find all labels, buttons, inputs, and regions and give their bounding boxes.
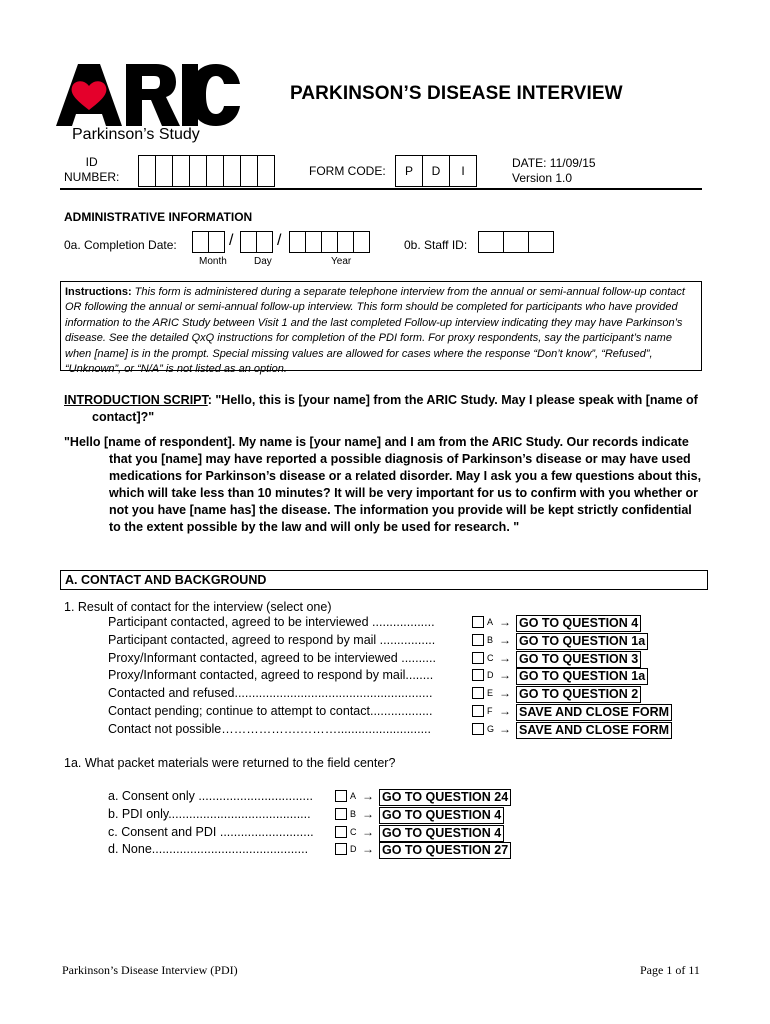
option-label: Participant contacted, agreed to be interviewed .................. [108, 615, 435, 629]
option-code-letter: D [487, 670, 494, 681]
option-label: d. None............................................. [108, 842, 309, 857]
option-code-letter: A [487, 617, 494, 627]
skip-instruction: SAVE AND CLOSE FORM [516, 722, 672, 739]
header-divider [60, 188, 702, 190]
completion-date-label: 0a. Completion Date: [64, 238, 177, 252]
month-caption: Month [199, 256, 227, 267]
day-input[interactable] [240, 231, 272, 253]
skip-arrow-icon: → [499, 721, 511, 736]
year-digit-box[interactable] [305, 231, 322, 253]
form-date: DATE: 11/09/15 [512, 156, 596, 170]
id-number-label: ID NUMBER: [64, 155, 120, 184]
skip-arrow-icon: → [362, 806, 374, 821]
option-checkbox[interactable] [472, 687, 484, 699]
intro-paragraph: "Hello [name of respondent]. My name is [your name] and I am from the ARIC Study. Our records indicate that you [name] may have reported a possible diagnosis of Parkinson’s disease or may have used medications for Parkinson’s disease or a related disorder. May I ask you a few questions about this, which will take less than 10 minutes? It will be very important for us to confirm with you whether or not you have [name has] the disease. The information you provide will be kept strictly confidential to the extent possible by the law and will only be used for research. " [64, 435, 702, 534]
option-checkbox[interactable] [335, 826, 347, 838]
option-code-letter: C [487, 652, 494, 663]
footer-form-name: Parkinson’s Disease Interview (PDI) [62, 963, 238, 977]
option-checkbox[interactable] [335, 843, 347, 855]
year-digit-box[interactable] [337, 231, 354, 253]
skip-arrow-icon: → [499, 632, 511, 647]
id-digit-box[interactable] [257, 155, 275, 187]
option-label: Contact not possible……………….………........................... [108, 721, 432, 736]
staff-id-box[interactable] [528, 231, 554, 253]
option-checkbox[interactable] [472, 705, 484, 717]
option-checkbox[interactable] [472, 616, 484, 628]
skip-instruction: GO TO QUESTION 1a [516, 633, 648, 650]
year-digit-box[interactable] [289, 231, 306, 253]
month-input[interactable] [192, 231, 224, 253]
year-digit-box[interactable] [353, 231, 370, 253]
skip-instruction: GO TO QUESTION 4 [379, 807, 504, 824]
skip-instruction: GO TO QUESTION 4 [516, 615, 641, 632]
skip-instruction: GO TO QUESTION 2 [516, 686, 641, 703]
id-digit-box[interactable] [206, 155, 224, 187]
option-checkbox[interactable] [472, 634, 484, 646]
page-title: PARKINSON’S DISEASE INTERVIEW [290, 83, 623, 104]
day-digit-box[interactable] [240, 231, 257, 253]
option-label: Contacted and refused......................................................... [108, 686, 433, 701]
skip-instruction: GO TO QUESTION 4 [379, 825, 504, 842]
id-digit-box[interactable] [240, 155, 258, 187]
option-code-letter: F [487, 706, 493, 716]
intro-label: INTRODUCTION SCRIPT [64, 393, 208, 407]
footer-page-number: Page 1 of 11 [640, 963, 700, 977]
form-code-letter: I [449, 155, 477, 187]
introduction-script [64, 392, 704, 536]
option-checkbox[interactable] [472, 669, 484, 681]
skip-arrow-icon: → [499, 668, 511, 683]
day-digit-box[interactable] [256, 231, 273, 253]
option-code-letter: G [487, 723, 495, 734]
skip-arrow-icon: → [362, 842, 374, 857]
option-label: Participant contacted, agreed to respond by mail ................ [108, 632, 436, 647]
month-digit-box[interactable] [208, 231, 225, 253]
id-digit-box[interactable] [172, 155, 190, 187]
skip-arrow-icon: → [362, 824, 374, 839]
staff-id-label: 0b. Staff ID: [404, 238, 468, 252]
admin-section-title: ADMINISTRATIVE INFORMATION [64, 210, 253, 224]
section-a-header: A. CONTACT AND BACKGROUND [60, 570, 708, 590]
form-code-label: FORM CODE: [309, 164, 386, 178]
staff-id-box[interactable] [478, 231, 504, 253]
skip-instruction: GO TO QUESTION 3 [516, 651, 641, 668]
skip-arrow-icon: → [499, 704, 511, 718]
id-digit-box[interactable] [223, 155, 241, 187]
option-label: Contact pending; continue to attempt to contact.................. [108, 704, 433, 718]
option-label: Proxy/Informant contacted, agreed to respond by mail........ [108, 668, 434, 683]
staff-id-input[interactable] [478, 231, 553, 253]
intro-line1: : "Hello, this is [your name] from the ARIC Study. May I please speak with [name of contact]?" [92, 393, 698, 424]
question-1: 1. Result of contact for the interview (select one) [64, 600, 332, 614]
option-code-letter: E [487, 688, 494, 699]
form-code-boxes [395, 155, 476, 187]
year-caption: Year [331, 256, 352, 267]
option-code-letter: D [350, 844, 357, 855]
aric-logo [56, 64, 240, 126]
option-code-letter: B [487, 634, 494, 645]
skip-instruction: SAVE AND CLOSE FORM [516, 704, 672, 721]
instructions-box [60, 281, 702, 376]
date-separator: / [229, 232, 234, 249]
id-digit-box[interactable] [138, 155, 156, 187]
skip-arrow-icon: → [499, 686, 511, 701]
option-checkbox[interactable] [472, 652, 484, 664]
year-input[interactable] [289, 231, 369, 253]
year-digit-box[interactable] [321, 231, 338, 253]
skip-arrow-icon: → [499, 650, 511, 665]
day-caption: Day [254, 256, 272, 267]
option-checkbox[interactable] [472, 723, 484, 735]
question-1a: 1a. What packet materials were returned to the field center? [64, 756, 396, 770]
option-code-letter: B [350, 808, 357, 819]
id-digit-box[interactable] [155, 155, 173, 187]
id-digit-box[interactable] [189, 155, 207, 187]
option-label: Proxy/Informant contacted, agreed to be interviewed .......... [108, 650, 436, 665]
skip-arrow-icon: → [499, 615, 511, 629]
form-date-version [512, 156, 596, 186]
form-code-letter: P [395, 155, 423, 187]
option-checkbox[interactable] [335, 808, 347, 820]
month-digit-box[interactable] [192, 231, 209, 253]
study-subtitle: Parkinson’s Study [72, 126, 200, 143]
option-label: a. Consent only ................................. [108, 789, 313, 803]
option-code-letter: C [350, 826, 357, 837]
option-label: b. PDI only......................................... [108, 806, 311, 821]
option-code-letter: A [350, 791, 357, 801]
staff-id-box[interactable] [503, 231, 529, 253]
instructions-label: Instructions: [65, 286, 132, 298]
skip-instruction: GO TO QUESTION 24 [379, 789, 511, 806]
option-checkbox[interactable] [335, 790, 347, 802]
option-label: c. Consent and PDI ........................... [108, 824, 314, 839]
form-code-letter: D [422, 155, 450, 187]
date-separator: / [277, 232, 282, 249]
id-number-input[interactable] [138, 155, 274, 187]
instructions-text: This form is administered during a separate telephone interview from the annual or semi-annual follow-up contact OR following the annual or semi-annual follow-up interview. This form should be completed for participants who have provided information to the ARIC Study between Visit 1 and the last completed Follow-up interview indicating they may have Parkinson’s disease. See the detailed QxQ instructions for completion of the PDI form. For proxy respondents, say the participant’s name when [name] is in the prompt. Special missing values are allowed for cases where the response “Don’t know”, “Refused”, “Unknown”, or “N/A” is not listed as an option. [65, 286, 685, 376]
form-version: Version 1.0 [512, 171, 573, 185]
skip-instruction: GO TO QUESTION 27 [379, 842, 511, 859]
skip-instruction: GO TO QUESTION 1a [516, 668, 648, 685]
skip-arrow-icon: → [362, 789, 374, 803]
